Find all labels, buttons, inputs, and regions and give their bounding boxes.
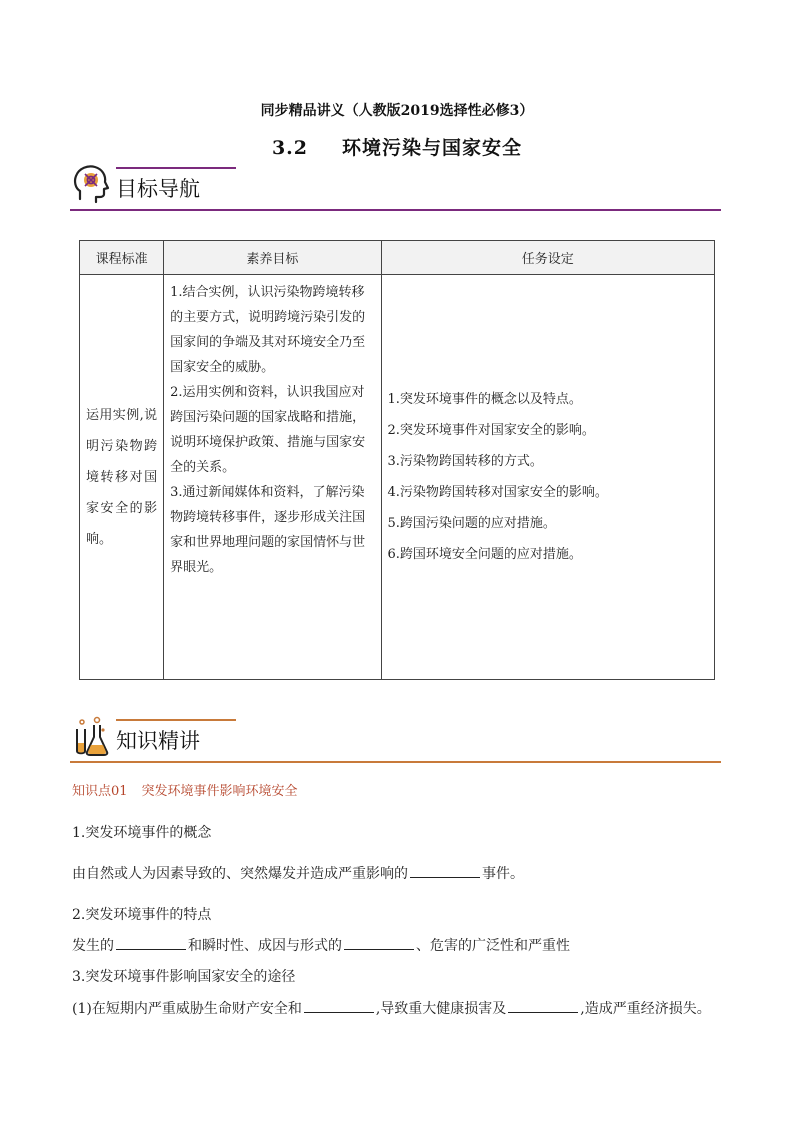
knowledge-point-number: 知识点01 [72,784,128,799]
fill-blank [508,998,578,1013]
text-segment: 、危害的广泛性和严重性 [416,938,570,954]
task-item: 2.突发环境事件对国家安全的影响。 [387,423,595,438]
text-segment: (1)在短期内严重威胁生命财产安全和 [72,1001,302,1017]
fill-blank [304,998,374,1013]
series-title: 同步精品讲义（人教版2019选择性必修3） [260,103,534,119]
task-item: 1.突发环境事件的概念以及特点。 [387,392,582,407]
text-segment: 发生的 [72,938,114,954]
section-title: 环境污染与国家安全 [342,137,523,159]
item3-text [72,998,711,1018]
table-row [80,275,715,680]
goal-item: 3.通过新闻媒体和资料，了解污染物跨境转移事件，逐步形成关注国家和世界地理问题的家国情怀与世界眼光。 [170,485,366,575]
text-segment: ,造成严重经济损失。 [580,1001,711,1017]
knowledge-point-heading [72,780,298,799]
task-cell [381,275,715,680]
section-header-goals [70,163,721,211]
text-segment: ,导致重大健康损害及 [375,1001,507,1017]
item1-title: 1.突发环境事件的概念 [72,825,212,841]
page-title [0,133,794,160]
task-item: 6.跨国环境安全问题的应对措施。 [387,547,582,562]
goal-item: 2.运用实例和资料，认识我国应对跨国污染问题的国家战略和措施，说明环境保护政策、措施与国家安全的关系。 [170,385,366,475]
section-topline [116,719,236,721]
item2-title: 2.突发环境事件的特点 [72,907,212,923]
item3-title: 3.突发环境事件影响国家安全的途径 [72,969,296,985]
knowledge-point-title: 突发环境事件影响环境安全 [141,784,298,799]
text-segment: 和瞬时性、成因与形式的 [188,938,342,954]
text-segment: 事件。 [482,866,524,882]
fill-blank [344,935,414,950]
item2-text [72,935,570,955]
section-title-goals: 目标导航 [116,177,200,201]
section-title-knowledge: 知识精讲 [116,729,200,753]
table-header-task: 任务设定 [381,241,715,275]
literacy-goals-cell [164,275,381,680]
goal-item: 1.结合实例，认识污染物跨境转移的主要方式，说明跨境污染引发的国家间的争端及其对环境安全乃至国家安全的威胁。 [170,285,366,375]
table-header-standard: 课程标准 [80,241,164,275]
item1-text [72,863,524,883]
text-segment: 由自然或人为因素导致的、突然爆发并造成严重影响的 [72,866,408,882]
fill-blank [116,935,186,950]
course-standard-cell: 运用实例,说明污染物跨境转移对国家安全的影响。 [80,275,164,680]
task-item: 4.污染物跨国转移对国家安全的影响。 [387,485,608,500]
head-target-icon [72,163,110,205]
section-header-knowledge [70,715,721,763]
table-header-row [80,241,715,275]
task-item: 5.跨国污染问题的应对措施。 [387,516,556,531]
section-divider [70,209,721,211]
goals-table [79,240,715,680]
section-divider [70,761,721,763]
task-item: 3.污染物跨国转移的方式。 [387,454,543,469]
flask-icon [72,715,110,757]
table-header-goal: 素养目标 [164,241,381,275]
section-number: 3.2 [271,137,309,159]
section-topline [116,167,236,169]
fill-blank [410,863,480,878]
